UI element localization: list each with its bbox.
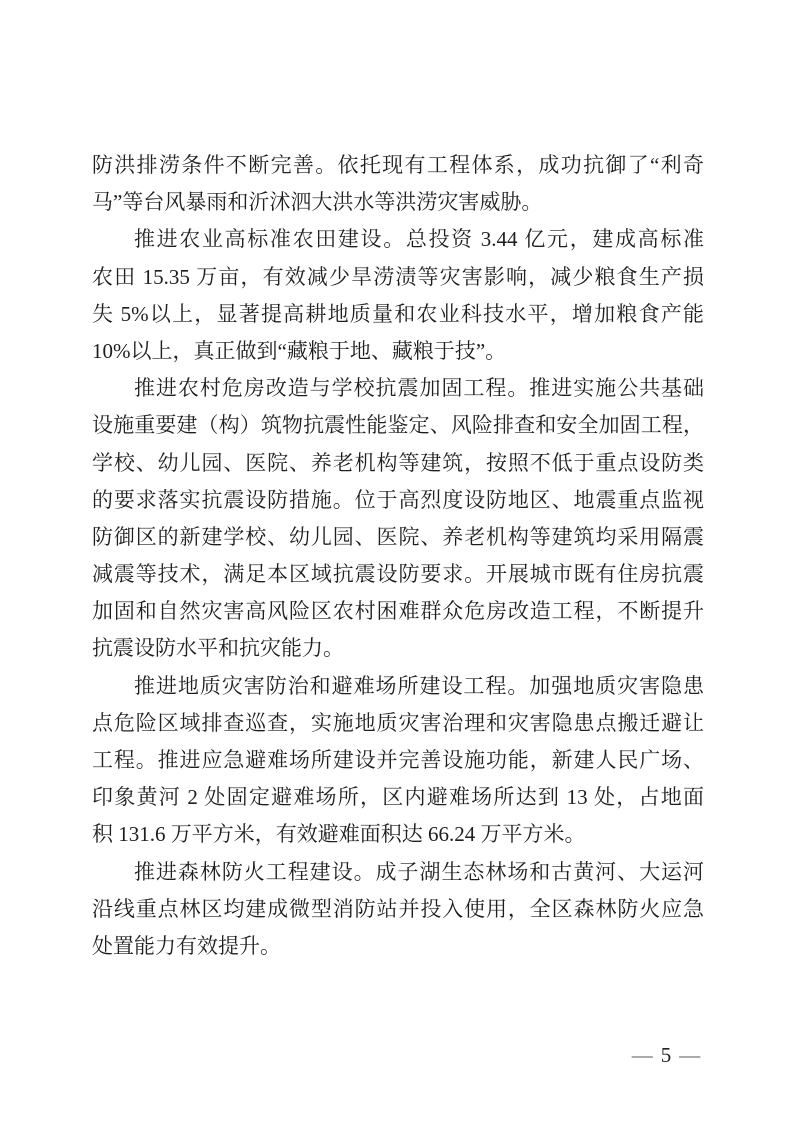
page-number-dash-right: — <box>679 1043 701 1067</box>
text-line: 的要求落实抗震设防措施。位于高烈度设防地区、地震重点监视 <box>92 487 704 512</box>
paragraph-rural-housing-seismic <box>92 370 704 668</box>
text-line: 马”等台风暴雨和沂沭泗大洪水等洪涝灾害威胁。 <box>92 190 543 215</box>
paragraph-forest-fire <box>92 854 704 966</box>
page-number-value: 5 <box>660 1043 672 1067</box>
paragraph-high-standard-farmland <box>92 221 704 370</box>
page-number-dash-left: — <box>631 1043 653 1067</box>
text-line: 防洪排涝条件不断完善。依托现有工程体系，成功抗御了“利奇 <box>92 153 704 177</box>
text-line: 推进农村危房改造与学校抗震加固工程。推进实施公共基础 <box>134 376 704 401</box>
text-line: 设施重要建（构）筑物抗震性能鉴定、风险排查和安全加固工程， <box>92 413 704 438</box>
text-line: 积 131.6 万平方米，有效避难面积达 66.24 万平方米。 <box>92 822 586 847</box>
text-line: 抗震设防水平和抗灾能力。 <box>92 636 344 661</box>
text-line: 减震等技术，满足本区域抗震设防要求。开展城市既有住房抗震 <box>92 562 704 587</box>
document-body <box>92 147 704 965</box>
text-line: 推进森林防火工程建设。成子湖生态林场和古黄河、大运河 <box>134 859 704 884</box>
text-line: 防御区的新建学校、幼儿园、医院、养老机构等建筑均采用隔震 <box>92 524 704 549</box>
text-line: 推进农业高标准农田建设。总投资 3.44 亿元，建成高标准 <box>134 227 704 252</box>
text-line: 失 5%以上，显著提高耕地质量和农业科技水平，增加粮食产能 <box>92 301 704 326</box>
text-line: 学校、幼儿园、医院、养老机构等建筑，按照不低于重点设防类 <box>92 450 704 475</box>
text-line: 印象黄河 2 处固定避难场所，区内避难场所达到 13 处，占地面 <box>92 785 704 810</box>
paragraph-flood-control <box>92 147 704 221</box>
text-line: 处置能力有效提升。 <box>92 933 281 958</box>
text-line: 10%以上，真正做到“藏粮于地、藏粮于技”。 <box>92 338 507 363</box>
text-line: 点危险区域排查巡查，实施地质灾害治理和灾害隐患点搬迁避让 <box>92 710 704 735</box>
page-number <box>606 1041 726 1069</box>
text-line: 加固和自然灾害高风险区农村困难群众危房改造工程，不断提升 <box>92 599 704 624</box>
text-line: 推进地质灾害防治和避难场所建设工程。加强地质灾害隐患 <box>134 673 704 698</box>
paragraph-geological-hazard-shelters <box>92 668 704 854</box>
text-line: 农田 15.35 万亩，有效减少旱涝渍等灾害影响，减少粮食生产损 <box>92 264 704 289</box>
text-line: 沿线重点林区均建成微型消防站并投入使用，全区森林防火应急 <box>92 896 704 921</box>
text-line: 工程。推进应急避难场所建设并完善设施功能，新建人民广场、 <box>92 748 704 772</box>
